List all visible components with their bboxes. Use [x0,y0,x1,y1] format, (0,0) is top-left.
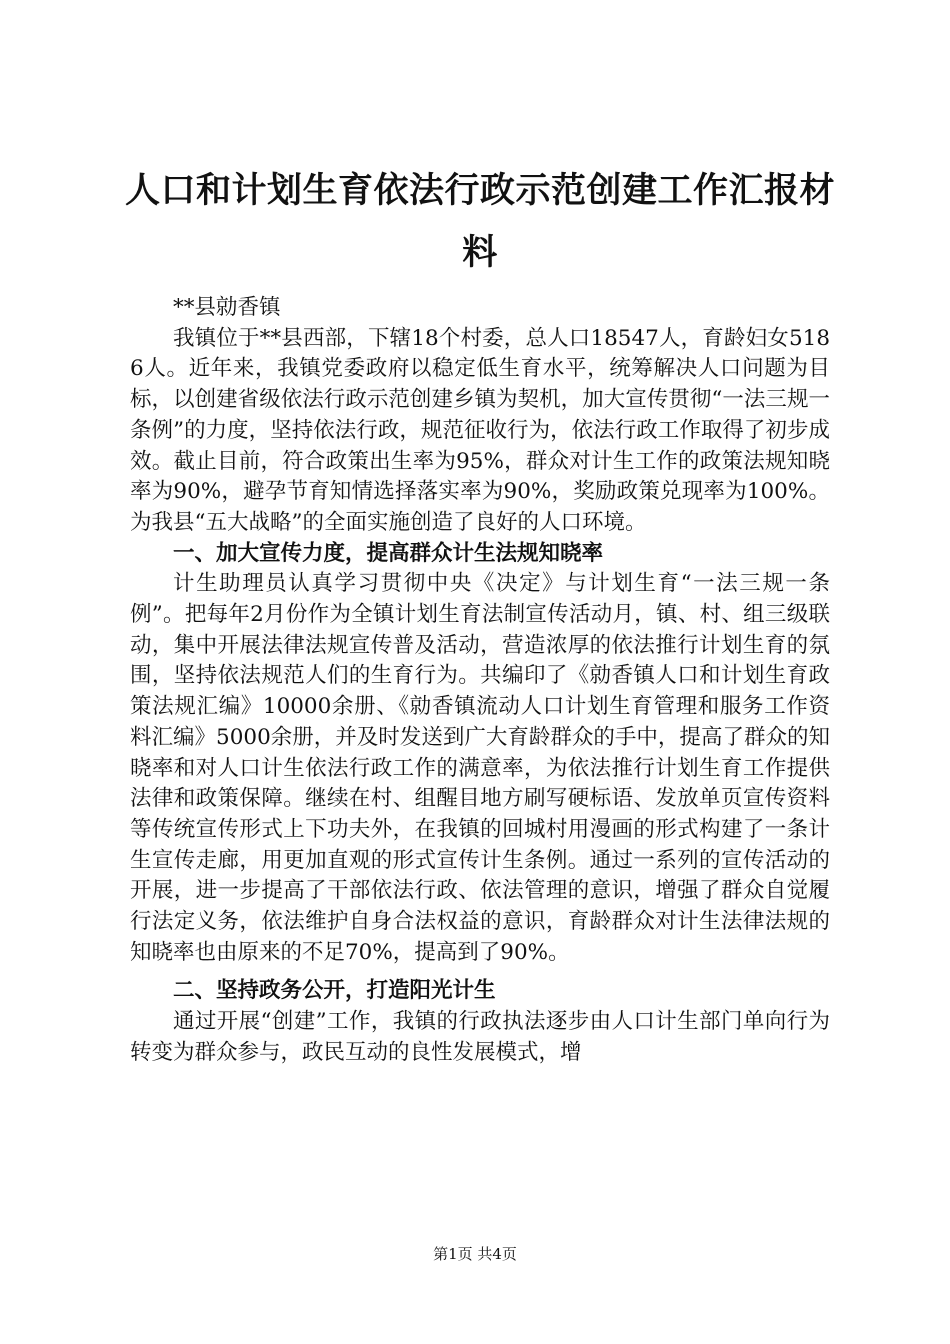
author-line: **县勍香镇 [173,295,281,320]
section-2-paragraph: 通过开展“创建”工作，我镇的行政执法逐步由人口计生部门单向行为转变为群众参与，政民互动的良性发展模式，增 [130,1009,830,1065]
section-2-heading: 二、坚持政务公开，打造阳光计生 [173,978,496,1004]
section-1-heading: 一、加大宣传力度，提高群众计生法规知晓率 [173,540,604,566]
section-1-paragraph: 计生助理员认真学习贯彻中央《决定》与计划生育“一法三规一条例”。把每年2月份作为全镇计划生育法制宣传活动月，镇、村、组三级联动，集中开展法律法规宣传普及活动，营造浓厚的依法推行计划生育的氛围，坚持依法规范人们的生育行为。共编印了《勍香镇人口和计划生育政策法规汇编》10000余册、《勍香镇流动人口计划生育管理和服务工作资料汇编》5000余册，并及时发送到广大育龄群众的手中，提高了群众的知晓率和对人口计生依法行政工作的满意率，为依法推行计划生育工作提供法律和政策保障。继续在村、组醒目地方刷写硬标语、发放单页宣传资料等传统宣传形式上下功夫外，在我镇的回城村用漫画的形式构建了一条计生宣传走廊，用更加直观的形式宣传计生条例。通过一系列的宣传活动的开展，进一步提高了干部依法行政、依法管理的意识，增强了群众自觉履行法定义务，依法维护自身合法权益的意识，育龄群众对计生法律法规的知晓率也由原来的不足70%，提高到了90%。 [130,571,830,965]
document-title: 人口和计划生育依法行政示范创建工作汇报材料 [124,171,835,273]
page-footer: 第1页 共4页 [433,1245,517,1263]
document-body [130,293,830,1069]
intro-paragraph: 我镇位于**县西部，下辖18个村委，总人口18547人，育龄妇女5186人。近年来，我镇党委政府以稳定低生育水平，统筹解决人口问题为目标，以创建省级依法行政示范创建乡镇为契机，加大宣传贯彻“一法三规一条例”的力度，坚持依法行政，规范征收行为，依法行政工作取得了初步成效。截止目前，符合政策出生率为95%，群众对计生工作的政策法规知晓率为90%，避孕节育知情选择落实率为90%，奖励政策兑现率为100%。为我县“五大战略”的全面实施创造了良好的人口环境。 [130,325,830,535]
